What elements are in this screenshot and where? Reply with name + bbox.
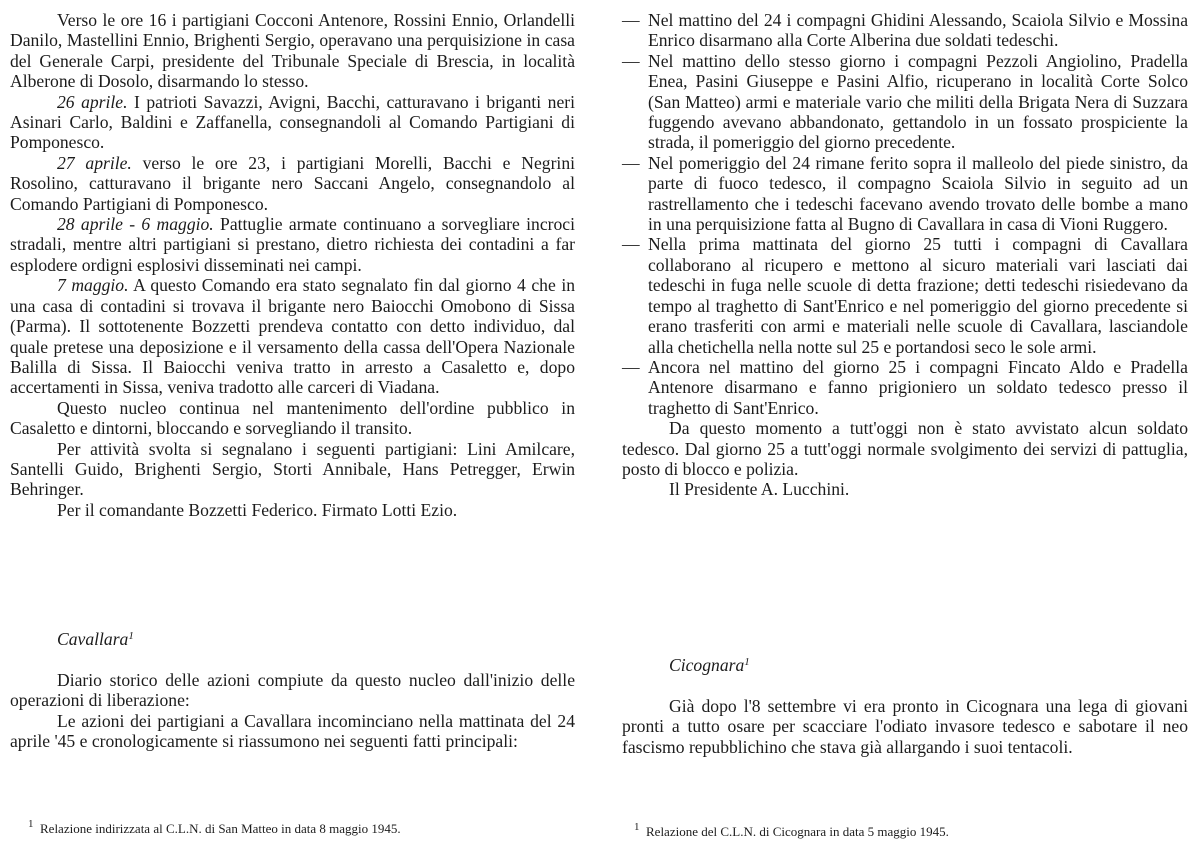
paragraph-26-aprile: 26 aprile. I patrioti Savazzi, Avigni, Bacchi, catturavano i briganti neri Asinari Carlo, Baldini e Zaffanella, consegnandoli al Comando Partigiani di Pomponesco. <box>10 91 575 153</box>
date-label: 26 aprile. <box>57 91 128 112</box>
paragraph-azioni: Le azioni dei partigiani a Cavallara incominciano nella mattinata del 24 aprile '45 e cronologicamente si riassumono nei seguenti fatti principali: <box>10 710 575 752</box>
cicognara-intro <box>622 696 1188 757</box>
paragraph-firma: Per il comandante Bozzetti Federico. Firmato Lotti Ezio. <box>57 499 458 520</box>
footnote-left: $^1$ Relazione indirizzata al C.L.N. di San Matteo in data 8 maggio 1945. <box>28 818 401 836</box>
list-item: — Nel pomeriggio del 24 rimane ferito sopra il malleolo del piede sinistro, da parte di fuoco tedesco, il compagno Scaiola Silvio in seguito ad un rastrellamento che i tedeschi facevano avendo trovato delle bombe a mano in una perquisizione fatta al Bugno di Cavallara in casa di Vioni Ruggero. <box>622 152 1188 235</box>
paragraph-closing: Da questo momento a tutt'oggi non è stato avvistato alcun soldato tedesco. Dal giorno 25 a tutt'oggi normale svolgimento dei servizi di pattuglia, posto di blocco e polizia. <box>622 418 1188 479</box>
dash-bullet: — <box>622 356 640 377</box>
dash-bullet: — <box>622 234 640 255</box>
signature: Il Presidente A. Lucchini. <box>669 479 850 500</box>
list-item: — Nel mattino dello stesso giorno i compagni Pezzoli Angiolino, Pradella Enea, Pasini Giuseppe e Pasini Alfio, ricuperano in località Corte Solco (San Matteo) armi e materiale vario che militi della Brigata Nera di Suzzara fuggendo avevano abbandonato, gettandolo in un fossato prospiciente la strada, il pomeriggio del giorno precedente. <box>622 50 1188 153</box>
paragraph-ordine-pubblico: Questo nucleo continua nel mantenimento dell'ordine pubblico in Casaletto e dintorni, bloccando e sorvegliando il transito. <box>10 397 575 439</box>
paragraph-diario: Diario storico delle azioni compiute da questo nucleo dall'inizio delle operazioni di liberazione: <box>10 670 575 711</box>
footnote-right: $^1$ Relazione del C.L.N. di Cicognara in data 5 maggio 1945. <box>634 821 949 839</box>
section-heading-cicognara: Cicognara$^1$ <box>669 655 750 675</box>
footnote-ref: 1 <box>128 630 134 642</box>
list-item: — Nel mattino del 24 i compagni Ghidini Alessando, Scaiola Silvio e Mossina Enrico disarmano alla Corte Alberina due soldati tedeschi. <box>622 10 1188 51</box>
list-item: — Ancora nel mattino del giorno 25 i compagni Fincato Aldo e Pradella Antenore disarmano e fanno prigioniero un soldato tedesco presso il traghetto di Sant'Enrico. <box>622 356 1188 418</box>
date-label: 27 aprile. <box>57 152 132 173</box>
section-heading-cavallara: Cavallara$^1$ <box>57 629 134 649</box>
footnote-ref: 1 <box>744 656 750 668</box>
right-column <box>622 10 1188 500</box>
dash-bullet: — <box>622 50 640 71</box>
paragraph-cicognara: Già dopo l'8 settembre vi era pronto in Cicognara una lega di giovani pronti a tutto osare per scacciare l'odiato invasore tedesco e sabotare il neo fascismo repubblichino che stava già allargando i suoi tentacoli. <box>622 696 1188 757</box>
date-label: 7 maggio. <box>57 275 129 296</box>
date-label: 28 aprile - 6 maggio. <box>57 214 214 235</box>
paragraph-28-aprile: 28 aprile - 6 maggio. Pattuglie armate continuano a sorvegliare incroci stradali, mentre altri partigiani si prestano, dietro richiesta dei contadini a far esplodere ordigni esplosivi disseminati nei campi. <box>10 214 575 275</box>
dash-bullet: — <box>622 152 640 173</box>
cavallara-intro <box>10 670 575 752</box>
list-item: — Nella prima mattinata del giorno 25 tutti i compagni di Cavallara collaborano al ricupero e mettono al sicuro materiali vari lasciati dai tedeschi in fuga nelle scuole di detta frazione; detti tedeschi risiedevano da tempo al traghetto di Sant'Enrico e nel pomeriggio del giorno precedente si erano trasferiti con armi e materiali nelle scuole di Cavallara, lasciandole alla chetichella nella notte sul 25 e portandosi seco le sole armi. <box>622 234 1188 357</box>
paragraph-partigiani-segnalati: Per attività svolta si segnalano i seguenti partigiani: Lini Amilcare, Santelli Guido, Brighenti Sergio, Storti Annibale, Hans Petregger, Erwin Behringer. <box>10 438 575 500</box>
paragraph-27-aprile: 27 aprile. verso le ore 23, i partigiani Morelli, Bacchi e Negrini Rosolino, catturavano il brigante nero Saccani Angelo, consegnandolo al Comando Partigiani di Pomponesco. <box>10 152 576 214</box>
paragraph-7-maggio: 7 maggio. A questo Comando era stato segnalato fin dal giorno 4 che in una casa di contadini si trovava il brigante nero Baiocchi Omobono di Sissa (Parma). Il sottotenente Bozzetti prendeva contatto con detto individuo, dal quale pretese una deposizione e il versamento della cassa dell'Opera Nazionale Balilla di Sissa. Il Baiocchi veniva tratto in arresto a Casaletto e, dopo accertamenti in Sissa, veniva tradotto alle carceri di Viadana. <box>10 275 575 398</box>
left-column <box>10 10 575 520</box>
dash-bullet: — <box>622 10 640 30</box>
paragraph-dosolo: Verso le ore 16 i partigiani Cocconi Antenore, Rossini Ennio, Orlandelli Danilo, Mastellini Ennio, Brighenti Sergio, operavano una perquisizione in casa del Generale Carpi, presidente del Tribunale Speciale di Brescia, in località Alberone di Dosolo, disarmando lo stesso. <box>10 10 575 92</box>
